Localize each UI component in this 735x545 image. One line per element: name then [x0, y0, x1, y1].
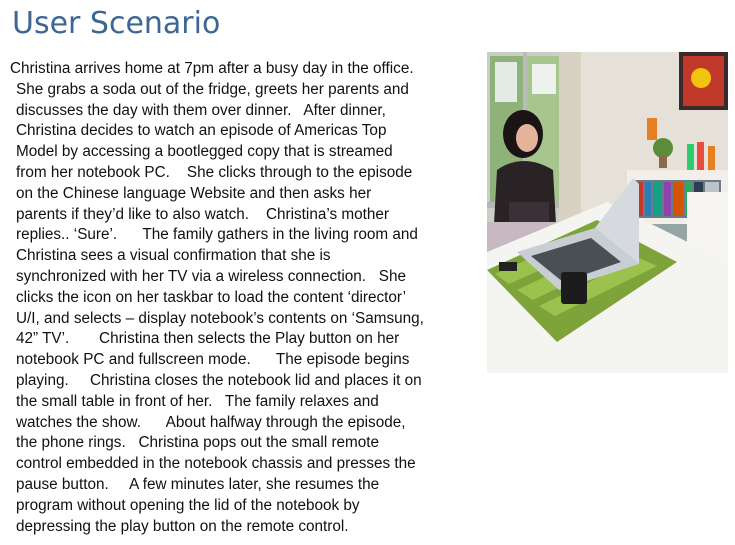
scenario-line: program without opening the lid of the notebook by [16, 496, 360, 514]
scenario-text [10, 59, 485, 537]
scenario-line: on the Chinese language Website and then asks her [16, 184, 372, 202]
scenario-line: the small table in front of her. The family relaxes and [16, 392, 379, 410]
scenario-line: Christina sees a visual confirmation that she is [16, 247, 331, 265]
scenario-line: Christina arrives home at 7pm after a busy day in the office. [10, 60, 414, 77]
scenario-line: notebook PC and fullscreen mode. The episode begins [16, 351, 410, 369]
scenario-line: depressing the play button on the remote control. [16, 517, 349, 535]
scenario-line: discusses the day with them over dinner. After dinner, [16, 101, 386, 119]
scenario-line: parents if they’d like to also watch. Christina’s mother [16, 205, 389, 223]
scenario-line: pause button. A few minutes later, she resumes the [16, 475, 380, 493]
scenario-line: clicks the icon on her taskbar to load the content ‘director’ [16, 288, 406, 306]
scenario-line: U/I, and selects – display notebook’s contents on ‘Samsung, [16, 309, 424, 327]
scenario-line: playing. Christina closes the notebook lid and places it on [16, 371, 422, 389]
scenario-line: She grabs a soda out of the fridge, greets her parents and [16, 80, 409, 98]
slide-title: User Scenario [12, 6, 221, 41]
scenario-line: the phone rings. Christina pops out the small remote [16, 434, 380, 452]
scenario-line: synchronized with her TV via a wireless connection. She [16, 267, 406, 285]
scenario-line: control embedded in the notebook chassis and presses the [16, 455, 416, 473]
scenario-line: Model by accessing a bootlegged copy that is streamed [16, 143, 393, 161]
living-room-photo-illustration [487, 52, 728, 373]
scenario-line: from her notebook PC. She clicks through to the episode [16, 163, 413, 181]
scenario-line: 42” TV’. Christina then selects the Play button on her [16, 330, 400, 348]
living-room-photo [487, 52, 728, 373]
scenario-line: Christina decides to watch an episode of Americas Top [16, 122, 387, 140]
scenario-line: replies.. ‘Sure’. The family gathers in the living room and [16, 226, 418, 244]
scenario-line: watches the show. About halfway through the episode, [16, 413, 406, 431]
